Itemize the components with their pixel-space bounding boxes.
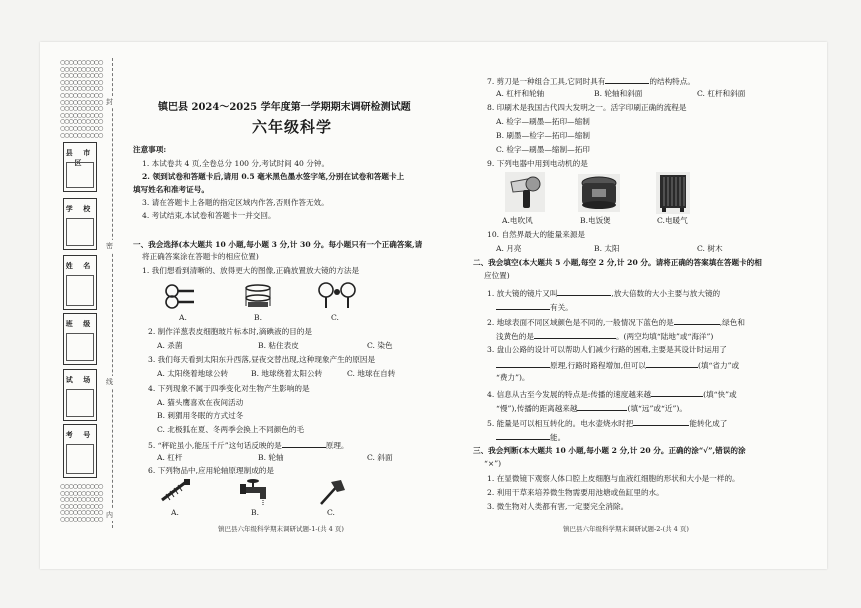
fill-q5-text-c: 能。 (550, 433, 566, 442)
screw-icon (158, 478, 192, 504)
fill-q4-text-b: (填“快”或 (703, 390, 737, 399)
q2-stem: 2. 制作洋葱表皮细胞玻片标本时,滴碘液的目的是 (148, 327, 312, 336)
judge-item: 2. 利用干草来培养微生物需要用池塘或鱼缸里的水。 (487, 488, 664, 497)
rice-cooker-icon (578, 174, 620, 212)
q4-option-c[interactable]: C. 北极狐在夏、冬两季会换上不同颜色的毛 (157, 425, 305, 434)
q3-option-a[interactable]: A. 太阳绕着地球公转 (157, 369, 229, 378)
note-line: 填写姓名和准考证号。 (133, 185, 209, 194)
fill-q1-line1 (487, 287, 720, 299)
q9-option-c[interactable]: C.电暖气 (657, 216, 688, 225)
note-line: 2. 领到试卷和答题卡后,请用 0.5 毫米黑色墨水签字笔,分别在试卷和答题卡上 (142, 172, 405, 181)
q7-option-c[interactable]: C. 杠杆和斜面 (697, 89, 746, 98)
fill-q3-text-b: 原理,行路时路程增加,但可以 (550, 361, 646, 370)
note-line: 4. 考试结束,本试卷和答题卡一并交回。 (142, 211, 276, 220)
fill-q4-blank-2[interactable] (577, 402, 627, 411)
electric-heater-icon (656, 172, 690, 214)
binding-box-county[interactable] (63, 142, 97, 192)
fill-q3-line1: 3. 盘山公路的设计可以帮助人们减少行路的困难,主要是其设计时运用了 (487, 345, 727, 354)
section1-heading-cont: 将正确答案涂在答题卡的相应位置) (142, 252, 259, 261)
fill-q2-line1 (487, 316, 745, 328)
q8-option-b[interactable]: B. 刷墨—检字—拓印—缩制 (496, 131, 590, 140)
q5-stem-end: 原理。 (325, 441, 349, 450)
q3-stem: 3. 我们每天看到太阳东升西落,昼夜交替出现,这种现象产生的原因是 (148, 355, 376, 364)
binding-box-room[interactable] (63, 369, 97, 421)
q10-option-a[interactable]: A. 月亮 (496, 244, 522, 253)
note-line: 3. 请在答题卡上各题的指定区域内作答,否则作答无效。 (142, 198, 329, 207)
binding-box-label: 县 市 区 (65, 148, 95, 167)
q1-option-a[interactable]: A. (179, 313, 187, 322)
fill-q4-line2 (496, 402, 687, 414)
q5-answer-blank[interactable] (282, 439, 326, 448)
q5-option-b[interactable]: B. 轮轴 (258, 453, 284, 462)
fill-q3-line3: “费力”)。 (496, 373, 530, 382)
section3-heading: 三、我会判断(本大题共 10 小题,每小题 2 分,计 20 分。正确的涂“√”,错误的涂 (473, 446, 746, 455)
q5-stem-text: 5. “秤砣虽小,能压千斤”这句话反映的是 (148, 441, 282, 450)
binding-side-word: 线 (106, 378, 113, 386)
q7-option-b[interactable]: B. 轮轴和斜面 (594, 89, 643, 98)
note-line: 1. 本试卷共 4 页,全卷总分 100 分,考试时间 40 分钟。 (142, 159, 330, 168)
q10-option-c[interactable]: C. 树木 (697, 244, 723, 253)
fill-q4-text-d: (填“远”或“近”)。 (627, 404, 687, 413)
fill-q5-line2 (496, 431, 565, 443)
q7-stem-end: 的结构特点。 (649, 77, 695, 86)
binding-box-label: 姓 名 (65, 261, 95, 270)
judge-item: 3. 微生物对人类都有害,一定要完全消除。 (487, 502, 629, 511)
notes-heading: 注意事项: (133, 145, 167, 154)
magnifier-option-a-icon (158, 282, 200, 310)
q9-option-b[interactable]: B.电饭煲 (580, 216, 611, 225)
judge-item: 1. 在显微镜下观察人体口腔上皮细胞与血液红细胞的形状和大小是一样的。 (487, 474, 740, 483)
section2-heading-cont: 应位置) (484, 271, 510, 280)
binding-box-label: 班 级 (65, 319, 95, 328)
q7-stem-text: 7. 剪刀是一种组合工具,它同时具有 (487, 77, 606, 86)
section3-heading-cont: “×”) (484, 459, 502, 468)
fill-q1-line2 (496, 301, 573, 313)
binding-box-name[interactable] (63, 255, 97, 310)
q9-option-a[interactable]: A.电吹风 (502, 216, 533, 225)
q6-stem: 6. 下列物品中,应用轮轴原理制成的是 (148, 466, 274, 475)
q7-answer-blank[interactable] (605, 75, 649, 84)
q9-stem: 9. 下列电器中用到电动机的是 (487, 159, 588, 168)
q6-option-a[interactable]: A. (171, 508, 179, 517)
fill-q1-blank-2[interactable] (496, 301, 550, 310)
fill-q4-text-c: “慢”),传播的距离越来越 (496, 404, 578, 413)
q6-option-b[interactable]: B. (251, 508, 259, 517)
binding-side-word: 封 (106, 98, 113, 106)
q6-option-c[interactable]: C. (327, 508, 335, 517)
magnifier-option-c-icon (316, 280, 360, 310)
fill-q3-line2 (496, 359, 739, 371)
q10-option-b[interactable]: B. 太阳 (594, 244, 620, 253)
fill-q1-text-c: 有关。 (550, 303, 573, 312)
binding-box-number[interactable] (63, 424, 97, 478)
binding-holes-top: ○○○○○○○○○○ ○○○○○○○○○○ ○○○○○○○○○○ ○○○○○○○○○○ ○○○○○○○○○○ ○○○○○○○○○○ ○○○○○○○○○○ ○○○○○○○○○○ ○○○○○○○○○○ ○○○○○○○○○○ ○○○○○○○○○○ ○○○○○○○○○○ (60, 59, 103, 139)
binding-holes-bottom: ○○○○○○○○○○ ○○○○○○○○○○ ○○○○○○○○○○ ○○○○○○○○○○ ○○○○○○○○○○ ○○○○○○○○○○ (60, 483, 103, 523)
q2-option-c[interactable]: C. 染色 (367, 341, 393, 350)
binding-box-school[interactable] (63, 198, 97, 250)
footer-left: 镇巴县六年级科学期末调研试题-1-(共 4 页) (218, 525, 344, 533)
q3-option-c[interactable]: C. 地球在自转 (347, 369, 396, 378)
fill-q1-blank-1[interactable] (557, 287, 611, 296)
faucet-icon (238, 478, 272, 506)
hair-dryer-icon (505, 172, 545, 212)
fill-q3-text-c: (填“省力”或 (697, 361, 740, 370)
magnifier-option-b-icon (238, 280, 278, 310)
q3-option-b[interactable]: B. 地球绕着太阳公转 (251, 369, 323, 378)
fill-q5-text: 5. 能量是可以相互转化的。电水壶烧水时把 (487, 419, 634, 428)
fill-q4-text: 4. 信息从古至今发展的特点是:传播的速度越来越 (487, 390, 652, 399)
subject-title: 六年级科学 (252, 118, 333, 136)
q8-option-c[interactable]: C. 检字—刷墨—缩制—拓印 (496, 145, 590, 154)
axe-icon (317, 478, 347, 506)
q5-option-c[interactable]: C. 斜面 (367, 453, 393, 462)
fill-q4-line1 (487, 388, 737, 400)
binding-box-label: 考 号 (65, 430, 95, 439)
fill-q2-text-c: 浅黄色的是 (496, 332, 534, 341)
fill-q2-text: 2. 地球表面不同区域颜色是不同的,一般情况下蓝色的是 (487, 318, 674, 327)
fill-q2-blank-1[interactable] (674, 316, 720, 325)
fill-q1-text: 1. 放大镜的镜片又叫 (487, 289, 558, 298)
q7-option-a[interactable]: A. 杠杆和轮轴 (496, 89, 545, 98)
fill-q5-blank-2[interactable] (496, 431, 550, 440)
binding-side-word: 内 (106, 511, 113, 519)
fill-q2-blank-2[interactable] (534, 330, 616, 339)
q1-option-c[interactable]: C. (331, 313, 339, 322)
footer-right: 镇巴县六年级科学期末调研试题-2-(共 4 页) (563, 525, 689, 533)
q5-option-a[interactable]: A. 杠杆 (157, 453, 183, 462)
q5-stem (148, 439, 349, 451)
fill-q3-blank-2[interactable] (646, 359, 698, 368)
q7-stem (487, 75, 695, 87)
q2-option-a[interactable]: A. 杀菌 (157, 341, 183, 350)
fill-q5-text-b: 能转化成了 (689, 419, 728, 428)
binding-side-word: 密 (106, 242, 113, 250)
fill-q2-text-d: 。(两空均填“陆地”或“海洋”) (615, 332, 714, 341)
fill-q2-line2 (496, 330, 713, 342)
fill-q4-blank-1[interactable] (651, 388, 703, 397)
q8-option-a[interactable]: A. 检字—刷墨—拓印—缩制 (496, 117, 590, 126)
fill-q3-blank-1[interactable] (496, 359, 550, 368)
q8-stem: 8. 印刷术是我国古代四大发明之一。活字印刷正确的流程是 (487, 103, 687, 112)
section1-heading: 一、我会选择(本大题共 10 小题,每小题 3 分,计 30 分。每小题只有一个正确答案,请 (133, 240, 423, 249)
fill-q5-blank-1[interactable] (633, 417, 689, 426)
binding-box-label: 学 校 (65, 204, 95, 213)
q4-option-a[interactable]: A. 猫头鹰喜欢在夜间活动 (157, 398, 244, 407)
section2-heading: 二、我会填空(本大题共 5 小题,每空 2 分,计 20 分。请将正确的答案填在答题卡的相 (473, 258, 762, 267)
fill-q1-text-b: ,放大倍数的大小主要与放大镜的 (611, 289, 721, 298)
q10-stem: 10. 自然界最大的能量来源是 (487, 230, 586, 239)
binding-line (112, 58, 113, 528)
fill-q5-line1 (487, 417, 727, 429)
fill-q2-text-b: ,绿色和 (719, 318, 745, 327)
q4-stem: 4. 下列现象不属于四季变化对生物产生影响的是 (148, 384, 310, 393)
exam-title: 镇巴县 2024～2025 学年度第一学期期末调研检测试题 (158, 102, 411, 113)
q4-option-b[interactable]: B. 刺猬用冬眠的方式过冬 (157, 411, 244, 420)
q1-option-b[interactable]: B. (254, 313, 262, 322)
q1-stem: 1. 我们想看到清晰的、放得更大的图像,正确放置放大镜的方法是 (142, 266, 360, 275)
binding-box-class[interactable] (63, 313, 97, 365)
q2-option-b[interactable]: B. 粘住表皮 (258, 341, 299, 350)
binding-box-label: 试 场 (65, 375, 95, 384)
